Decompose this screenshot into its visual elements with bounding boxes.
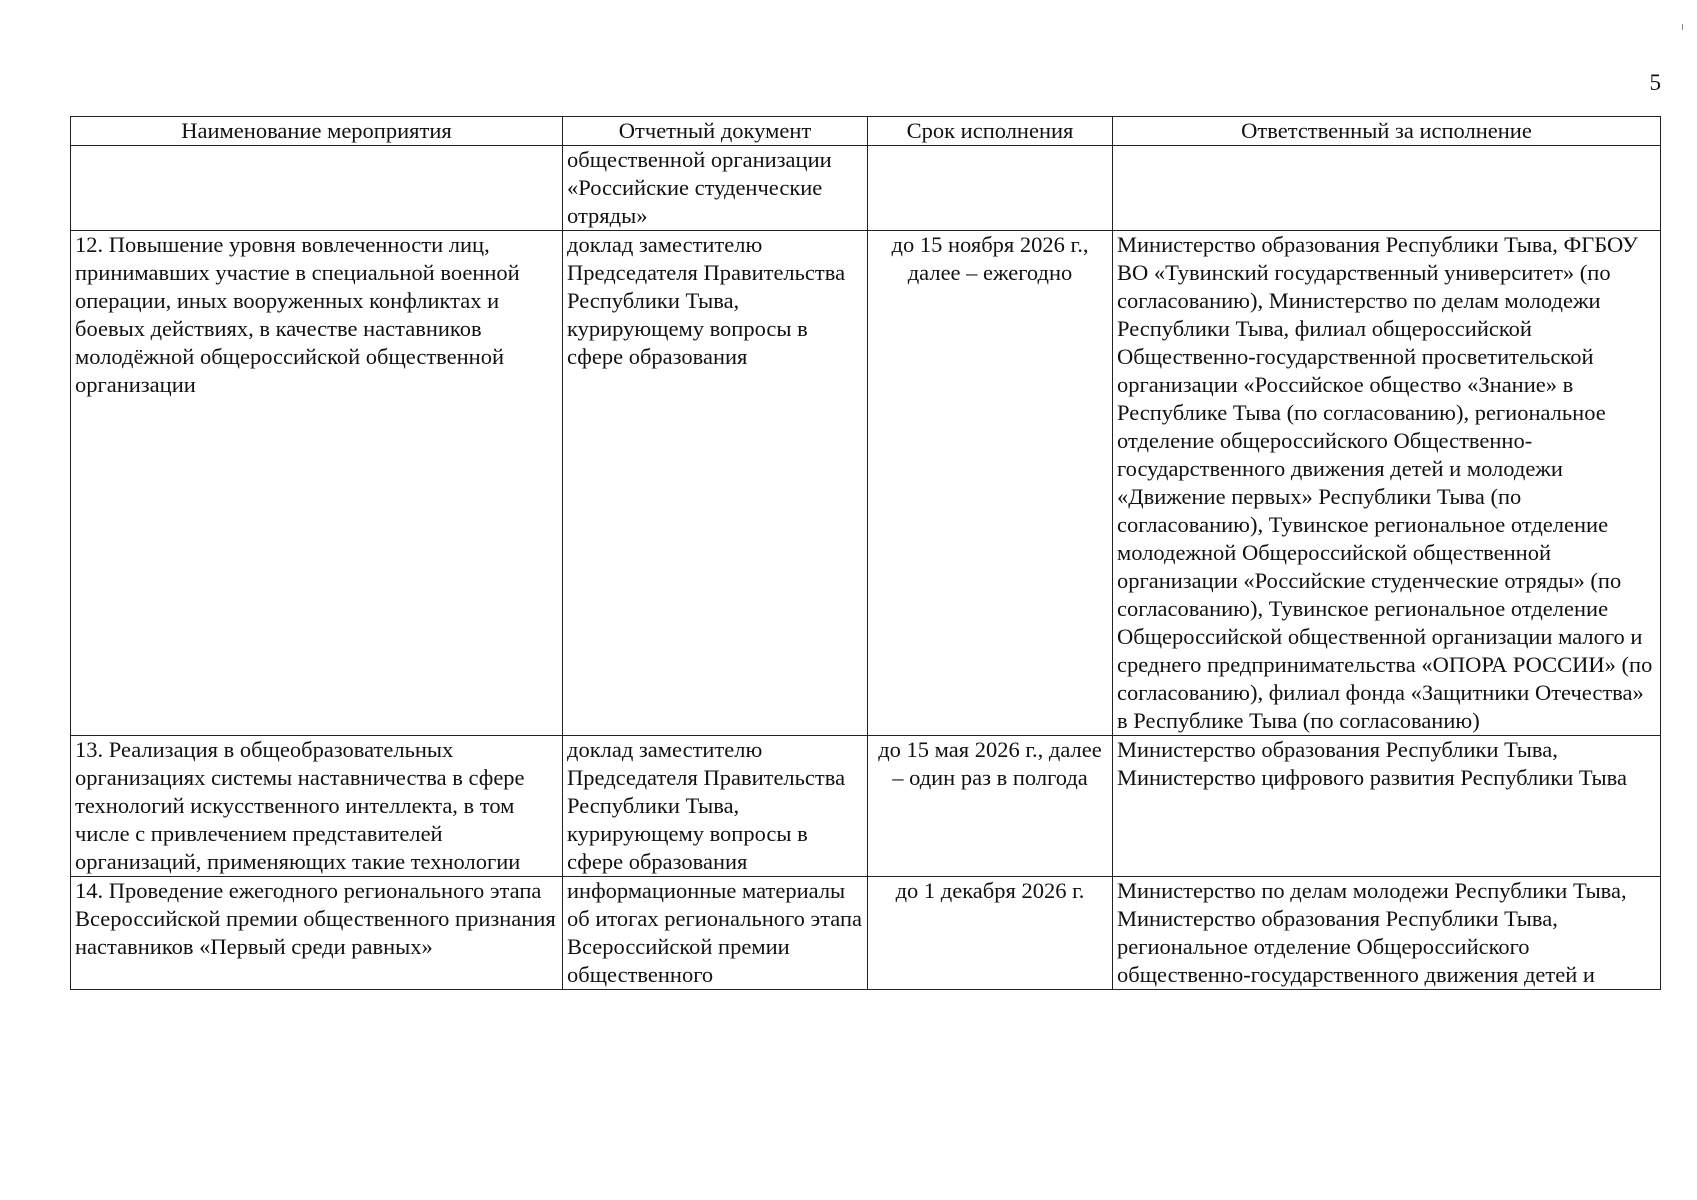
cell-activity: 13. Реализация в общеобразовательных организациях системы наставничества в сфере технологий искусственного интеллекта, в том числе с привлечением представителей организаций, применяющих такие технологии — [71, 736, 563, 877]
table-row — [71, 736, 1661, 877]
cell-report: доклад заместителю Председателя Правительства Республики Тыва, курирующему вопросы в сфере образования — [563, 736, 868, 877]
header-activity: Наименование мероприятия — [71, 117, 563, 146]
header-report: Отчетный документ — [563, 117, 868, 146]
cell-activity — [71, 146, 563, 231]
cell-deadline: до 15 мая 2026 г., далее – один раз в полгода — [868, 736, 1113, 877]
cell-responsible: Министерство образования Республики Тыва, Министерство цифрового развития Республики Тыва — [1113, 736, 1661, 877]
cell-deadline: до 1 декабря 2026 г. — [868, 877, 1113, 990]
table-row — [71, 877, 1661, 990]
cell-report: общественной организации «Российские студенческие отряды» — [563, 146, 868, 231]
cell-responsible — [1113, 146, 1661, 231]
table-row — [71, 146, 1661, 231]
table-header-row — [71, 117, 1661, 146]
cell-responsible: Министерство образования Республики Тыва, ФГБОУ ВО «Тувинский государственный университет» (по согласованию), Министерство по делам молодежи Республики Тыва, филиал общероссийской Общественно-государственной просветительской организации «Российское общество «Знание» в Республике Тыва (по согласованию), региональное отделение общероссийского Общественно-государственного движения детей и молодежи «Движение первых» Республики Тыва (по согласованию), Тувинское региональное отделение молодежной Общероссийской общественной организации «Российские студенческие отряды» (по согласованию), Тувинское региональное отделение Общероссийской общественной организации малого и среднего предпринимательства «ОПОРА РОССИИ» (по согласованию), филиал фонда «Защитники Отечества» в Республике Тыва (по согласованию) — [1113, 231, 1661, 736]
scan-edge-mark — [1682, 24, 1683, 30]
cell-report: доклад заместителю Председателя Правительства Республики Тыва, курирующему вопросы в сфере образования — [563, 231, 868, 736]
header-deadline: Срок исполнения — [868, 117, 1113, 146]
table-row — [71, 231, 1661, 736]
cell-deadline — [868, 146, 1113, 231]
header-responsible: Ответственный за исполнение — [1113, 117, 1661, 146]
cell-responsible: Министерство по делам молодежи Республики Тыва, Министерство образования Республики Тыва, региональное отделение Общероссийского общественно-государственного движения детей и — [1113, 877, 1661, 990]
activities-table — [70, 116, 1661, 990]
page-number: 5 — [1649, 70, 1661, 95]
cell-activity: 14. Проведение ежегодного регионального этапа Всероссийской премии общественного признания наставников «Первый среди равных» — [71, 877, 563, 990]
cell-report: информационные материалы об итогах регионального этапа Всероссийской премии общественного — [563, 877, 868, 990]
cell-deadline: до 15 ноября 2026 г., далее – ежегодно — [868, 231, 1113, 736]
cell-activity: 12. Повышение уровня вовлеченности лиц, принимавших участие в специальной военной операции, иных вооруженных конфликтах и боевых действиях, в качестве наставников молодёжной общероссийской общественной организации — [71, 231, 563, 736]
